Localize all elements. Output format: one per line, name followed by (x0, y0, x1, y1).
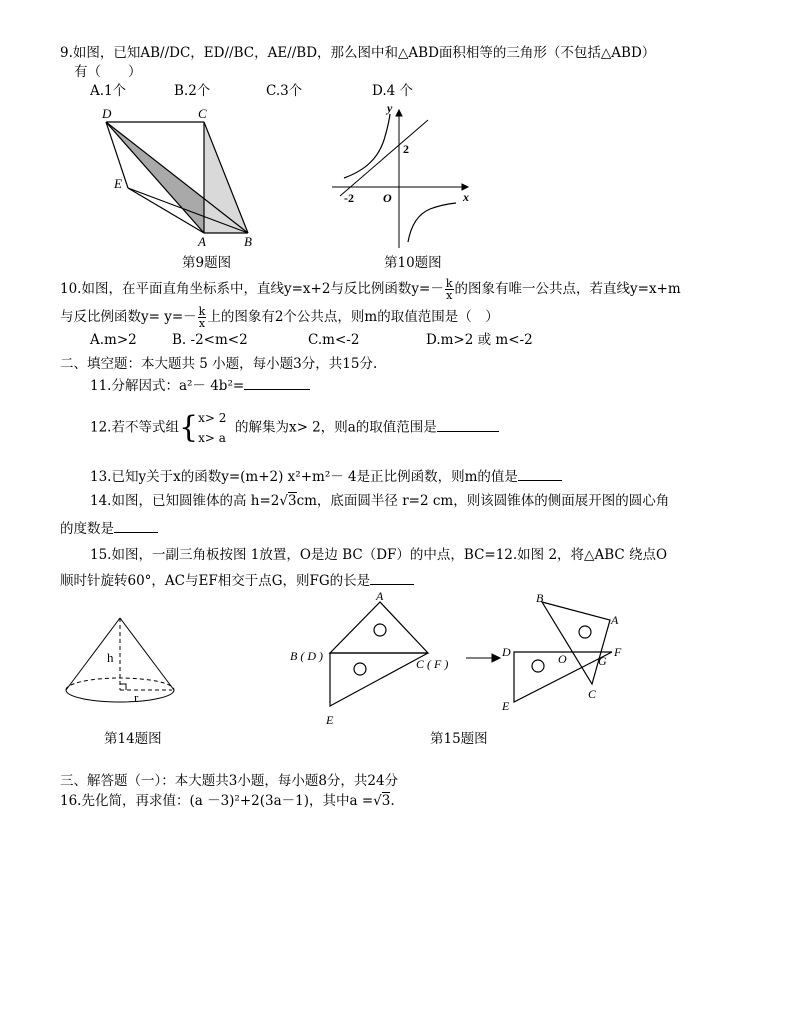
q14-line2-text: 的度数是 (60, 521, 114, 537)
q14-sqrt-value: 3 (287, 493, 297, 509)
q16-sqrt: √3 (373, 793, 391, 809)
q10-fraction-1 (445, 278, 454, 301)
q16 (60, 792, 395, 810)
q10-label-o: O (383, 191, 392, 205)
q13 (90, 466, 562, 486)
q15-fig2-label-d: D (502, 645, 511, 659)
q9-label-e: E (114, 176, 122, 191)
q14-label-r: r (134, 690, 139, 705)
q15-fig2-label-b: B (536, 591, 544, 605)
q15-fig2-label-a: A (611, 613, 619, 627)
q9-stem-answer: 有（ ） (74, 64, 142, 80)
q10-option-d: D.m>2 或 m<-2 (426, 332, 533, 348)
q15-fig2-label-e: E (502, 699, 510, 713)
q14-figure (60, 612, 180, 712)
q10-line2-start: 与反比例函数y= y=－ (60, 309, 197, 325)
q10-option-a: A.m>2 (90, 332, 137, 348)
q10-label-2: 2 (403, 142, 409, 156)
q15-fig1-label-bd: B ( D ) (290, 649, 323, 663)
q15-fig1-label-cf: C ( F ) (416, 657, 449, 671)
q10-frac1-num: k (445, 277, 453, 290)
q15-line2 (60, 570, 414, 590)
q12-system (198, 408, 226, 448)
q14-line1-start: 14.如图，已知圆锥体的高 h=2 (90, 493, 280, 509)
q15-answer-blank[interactable] (370, 570, 414, 585)
q10-frac2-num: k (198, 305, 206, 318)
q14-line2 (60, 518, 158, 538)
q10-label-x: x (463, 190, 469, 204)
q12-brace: { (178, 410, 199, 445)
q15-fig2-label-c: C (588, 687, 597, 701)
q15-fig1-label-a: A (376, 589, 384, 603)
q14-sqrt: √3 (279, 493, 297, 509)
q9-figure-caption: 第9题图 (182, 255, 232, 271)
q15-fig2-label-g: G (598, 654, 607, 668)
section2-heading: 二、填空题：本大题共 5 小题，每小题3分，共15分. (60, 356, 378, 372)
q15-fig2-label-f: F (614, 645, 622, 659)
q10-fraction-2 (198, 306, 207, 329)
q10-figure (326, 100, 476, 250)
q12-ineq-2: x> a (198, 431, 226, 445)
q9-option-d: D.4 个 (372, 83, 414, 99)
q9-label-c: C (198, 106, 207, 121)
q9-stem: 9.如图，已知AB//DC，ED//BC，AE//BD，那么图中和△ABD面积相等的三角形（不包括△ABD） (60, 45, 656, 61)
q9-option-c: C.3个 (266, 83, 303, 99)
q11-answer-blank[interactable] (244, 375, 310, 390)
q15-figure (288, 588, 638, 728)
q15-fig1-label-e: E (326, 713, 334, 727)
q9-label-a: A (198, 234, 206, 249)
q11-text: 11.分解因式：a²－ 4b²= (90, 378, 245, 394)
q12 (90, 408, 499, 444)
q10-line2 (60, 306, 499, 329)
q9-option-a: A.1个 (90, 83, 127, 99)
q14-label-h: h (107, 650, 114, 665)
q15-line2-text: 顺时针旋转60°，AC与EF相交于点G，则FG的长是 (60, 573, 371, 589)
q10-option-b: B. -2<m<2 (172, 332, 248, 348)
q15-fig2-label-o: O (558, 652, 567, 666)
q10-line1-end: 的图象有唯一公共点，若直线y=x+m (454, 281, 681, 297)
section3-heading: 三、解答题（一）：本大题共3小题，每小题8分，共24分 (60, 773, 399, 789)
q10-figure-caption: 第10题图 (384, 255, 442, 271)
q10-label-neg2: -2 (344, 191, 354, 205)
q16-text: 16.先化简，再求值：(a －3)²+2(3a－1)，其中a = (60, 793, 374, 809)
q10-line1 (60, 278, 681, 301)
q13-text: 13.已知y关于x的函数y=(m+2) x²+m²－ 4是正比例函数，则m的值是 (90, 469, 518, 485)
q10-label-y: y (387, 101, 393, 115)
q16-period: . (390, 793, 395, 809)
q14-line1-end: cm，底面圆半径 r=2 cm，则该圆锥体的侧面展开图的圆心角 (296, 493, 670, 509)
q9-label-b: B (244, 234, 252, 249)
q13-answer-blank[interactable] (518, 466, 562, 481)
q12-answer-blank[interactable] (437, 417, 499, 432)
q10-frac1-den: x (446, 289, 453, 302)
q9-figure (98, 100, 268, 250)
q12-suffix: 的解集为x> 2，则a的取值范围是 (234, 419, 437, 436)
q10-line2-end: 上的图象有2个公共点，则m的取值范围是（ ） (207, 309, 499, 325)
q14-line1 (90, 492, 669, 510)
q12-ineq-1: x> 2 (198, 411, 227, 425)
q10-line1-start: 10.如图，在平面直角坐标系中，直线y=x+2与反比例函数y=－ (60, 281, 444, 297)
q10-frac2-den: x (198, 317, 206, 330)
q14-answer-blank[interactable] (114, 518, 158, 533)
q15-line1: 15.如图，一副三角板按图 1放置，O是边 BC（DF）的中点，BC=12.如图 2，将△ABC 绕点O (90, 547, 668, 563)
q16-sqrt-value: 3 (381, 793, 391, 809)
q15-figure-caption: 第15题图 (430, 731, 488, 747)
q11 (90, 375, 310, 395)
q14-figure-caption: 第14题图 (104, 731, 162, 747)
q9-label-d: D (102, 106, 112, 121)
q12-prefix: 12.若不等式组 (90, 419, 179, 436)
q10-option-c: C.m<-2 (308, 332, 360, 348)
q9-option-b: B.2个 (174, 83, 211, 99)
